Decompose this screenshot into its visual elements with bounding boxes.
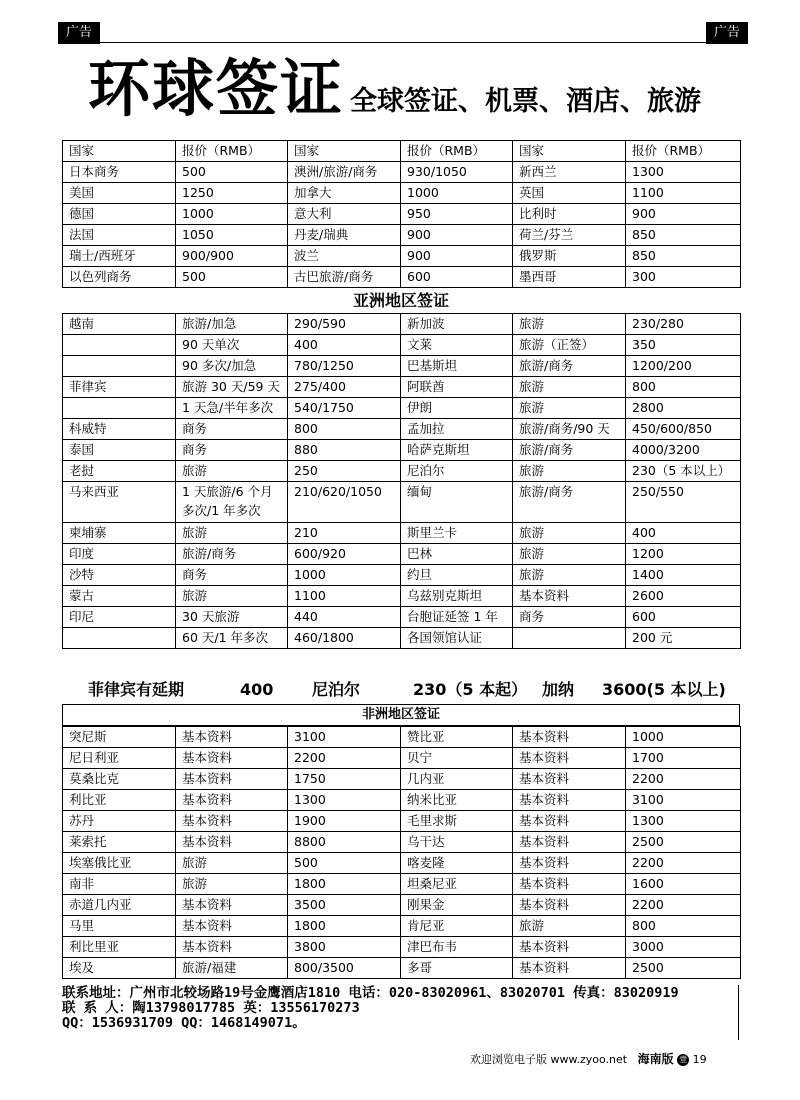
asia-row [63,440,741,461]
table-cell: 利比亚 [63,790,176,811]
table-cell: 250/550 [626,482,741,523]
table-cell: 纳米比亚 [401,790,513,811]
table-cell: 1000 [176,204,288,225]
table-cell: 1400 [626,565,741,586]
table-cell: 8800 [288,832,401,853]
table-cell: 旅游 [513,314,626,335]
table-cell: 440 [288,607,401,628]
table-cell: 1100 [288,586,401,607]
table-cell: 法国 [63,225,176,246]
table-cell: 旅游 [176,461,288,482]
table-cell: 丹麦/瑞典 [288,225,401,246]
table-cell: 850 [626,225,741,246]
table-cell [513,628,626,649]
table-cell: 蒙古 [63,586,176,607]
table-cell: 1750 [288,769,401,790]
table-cell: 英国 [513,183,626,204]
table-cell: 瑞士/西班牙 [63,246,176,267]
ad-tag-left: 广告 [58,22,100,44]
column-header: 国家 [513,141,626,162]
table-cell: 以色列商务 [63,267,176,288]
table-cell: 2500 [626,958,741,979]
table-cell: 巴林 [401,544,513,565]
table-cell: 1000 [626,727,741,748]
table-cell: 毛里求斯 [401,811,513,832]
extension-item-3-name: 加纳 [542,680,575,699]
asia-row [63,335,741,356]
table-cell: 肯尼亚 [401,916,513,937]
asia-table-body [63,314,741,649]
table-cell: 多哥 [401,958,513,979]
table-cell: 埃及 [63,958,176,979]
asia-row [63,523,741,544]
table-cell: 基本资料 [176,916,288,937]
table-cell: 950 [401,204,513,225]
table-cell: 1000 [288,565,401,586]
table-cell: 1 天旅游/6 个月多次/1 年多次 [176,482,288,523]
table-cell: 柬埔寨 [63,523,176,544]
table-cell: 商务 [513,607,626,628]
table-cell: 旅游/商务 [513,356,626,377]
table-cell: 伊朗 [401,398,513,419]
table-cell: 哈萨克斯坦 [401,440,513,461]
table-cell: 1800 [288,874,401,895]
table-cell: 新加波 [401,314,513,335]
contact-info [62,986,742,1031]
asia-row [63,586,741,607]
table-cell: 旅游 [513,916,626,937]
table-cell: 1700 [626,748,741,769]
table-cell: 旅游/加急 [176,314,288,335]
table-cell: 290/590 [288,314,401,335]
table-cell: 科威特 [63,419,176,440]
table-cell: 基本资料 [176,895,288,916]
table-cell: 斯里兰卡 [401,523,513,544]
table-cell: 巴基斯坦 [401,356,513,377]
table-cell: 约旦 [401,565,513,586]
table-cell: 各国领馆认证 [401,628,513,649]
table-cell: 津巴布韦 [401,937,513,958]
table-cell: 900 [401,225,513,246]
asia-row [63,544,741,565]
africa-table-body [63,727,741,979]
table-cell: 旅游/商务 [513,440,626,461]
footer-edition-badge: 壹 [679,1055,688,1064]
table-cell: 日本商务 [63,162,176,183]
table-cell: 基本资料 [176,937,288,958]
table-cell: 基本资料 [176,811,288,832]
asia-section [62,289,740,649]
africa-row [63,832,741,853]
contact-qq-line: QQ：1536931709 QQ：1468149071。 [62,1015,306,1031]
extension-item-2-price: 230（5 本起） [413,680,528,699]
table-cell: 210/620/1050 [288,482,401,523]
table-cell: 基本资料 [513,748,626,769]
table-cell: 800 [288,419,401,440]
table-cell: 墨西哥 [513,267,626,288]
table-cell: 2200 [288,748,401,769]
table-cell: 乌干达 [401,832,513,853]
africa-heading: 非洲地区签证 [62,704,740,726]
footer-page-number: 19 [692,1053,707,1066]
page-footer [470,1052,770,1067]
column-header: 报价（RMB） [401,141,513,162]
table-cell: 60 天/1 年多次 [176,628,288,649]
table-cell: 旅游 [176,523,288,544]
table-cell: 600/920 [288,544,401,565]
table-cell: 800 [626,916,741,937]
table-cell: 3100 [288,727,401,748]
table-cell: 旅游/商务/90 天 [513,419,626,440]
table-cell: 基本资料 [513,727,626,748]
africa-row [63,727,741,748]
table-cell: 美国 [63,183,176,204]
page-title: 环球签证 [88,52,345,125]
asia-row [63,398,741,419]
table-cell: 250 [288,461,401,482]
table-cell: 尼日利亚 [63,748,176,769]
table-cell: 3500 [288,895,401,916]
table-cell: 利比里亚 [63,937,176,958]
asia-row [63,461,741,482]
table-cell: 旅游 30 天/59 天 [176,377,288,398]
table-cell: 基本资料 [176,790,288,811]
table-cell: 基本资料 [513,874,626,895]
table-cell: 2200 [626,853,741,874]
footer-site-text: 欢迎浏览电子版 www.zyoo.net [470,1053,628,1066]
table-cell: 540/1750 [288,398,401,419]
price-row [63,204,741,225]
table-cell: 旅游 [513,398,626,419]
table-cell: 880 [288,440,401,461]
table-cell: 文莱 [401,335,513,356]
table-cell: 1100 [626,183,741,204]
column-header: 报价（RMB） [626,141,741,162]
table-cell: 500 [176,162,288,183]
africa-row [63,811,741,832]
table-cell: 商务 [176,565,288,586]
table-cell: 台胞证延签 1 年 [401,607,513,628]
column-header: 国家 [288,141,401,162]
top-price-table [62,140,740,288]
contact-person-line: 联 系 人：陶13798017785 英：13556170273 [62,1000,360,1016]
table-cell: 老挝 [63,461,176,482]
table-cell: 旅游/商务 [513,482,626,523]
table-cell: 突尼斯 [63,727,176,748]
table-cell: 1300 [626,162,741,183]
table-cell: 600 [401,267,513,288]
table-cell: 1300 [626,811,741,832]
table-cell: 贝宁 [401,748,513,769]
table-cell: 意大利 [288,204,401,225]
price-row [63,162,741,183]
table-cell: 莱索托 [63,832,176,853]
table-cell: 1200/200 [626,356,741,377]
table-cell: 南非 [63,874,176,895]
table-cell: 2600 [626,586,741,607]
asia-row [63,356,741,377]
table-cell: 900/900 [176,246,288,267]
table-cell: 沙特 [63,565,176,586]
table-cell: 坦桑尼亚 [401,874,513,895]
table-cell [63,356,176,377]
table-cell: 2500 [626,832,741,853]
asia-heading: 亚洲地区签证 [352,291,449,310]
table-cell: 旅游/福建 [176,958,288,979]
price-row [63,246,741,267]
table-cell: 450/600/850 [626,419,741,440]
table-cell: 阿联酋 [401,377,513,398]
ad-tag-right: 广告 [706,22,748,44]
table-cell: 旅游 [513,523,626,544]
table-cell: 马来西亚 [63,482,176,523]
table-cell: 4000/3200 [626,440,741,461]
table-cell: 基本资料 [513,958,626,979]
table-cell: 3000 [626,937,741,958]
top-table-header-row [63,141,741,162]
asia-row [63,607,741,628]
extension-item-3-price: 3600(5 本以上) [602,680,726,699]
africa-row [63,790,741,811]
table-cell: 泰国 [63,440,176,461]
table-cell: 3800 [288,937,401,958]
africa-row [63,937,741,958]
table-cell: 30 天旅游 [176,607,288,628]
table-cell: 2200 [626,895,741,916]
table-cell: 缅甸 [401,482,513,523]
table-cell: 基本资料 [176,769,288,790]
table-cell: 德国 [63,204,176,225]
table-cell: 商务 [176,419,288,440]
table-cell: 1000 [401,183,513,204]
table-cell: 基本资料 [513,586,626,607]
africa-row [63,916,741,937]
table-cell: 旅游/商务 [176,544,288,565]
table-cell: 加拿大 [288,183,401,204]
africa-row [63,748,741,769]
table-cell: 旅游 [176,586,288,607]
table-cell: 800 [626,377,741,398]
table-cell: 基本资料 [513,853,626,874]
table-cell: 基本资料 [513,811,626,832]
table-cell: 1800 [288,916,401,937]
table-cell: 波兰 [288,246,401,267]
page-subtitle: 全球签证、机票、酒店、旅游 [350,86,701,117]
table-cell: 400 [626,523,741,544]
table-cell: 2200 [626,769,741,790]
header [88,54,738,124]
extension-item-1-name: 菲律宾有延期 [88,680,185,699]
table-cell: 古巴旅游/商务 [288,267,401,288]
table-cell: 基本资料 [176,727,288,748]
table-cell: 90 多次/加急 [176,356,288,377]
table-cell: 基本资料 [176,748,288,769]
table-cell: 越南 [63,314,176,335]
table-cell: 刚果金 [401,895,513,916]
table-cell: 1300 [288,790,401,811]
table-cell: 3100 [626,790,741,811]
contact-address-line: 联系地址：广州市北较场路19号金鹰酒店1810 电话：020-83020961、83020701 传真：83020919 [62,985,679,1001]
table-cell: 基本资料 [176,832,288,853]
table-cell: 孟加拉 [401,419,513,440]
table-cell: 1 天急/半年多次 [176,398,288,419]
table-cell: 苏丹 [63,811,176,832]
table-cell: 赞比亚 [401,727,513,748]
table-cell: 比利时 [513,204,626,225]
table-cell: 澳洲/旅游/商务 [288,162,401,183]
table-cell: 几内亚 [401,769,513,790]
asia-row [63,377,741,398]
table-cell: 商务 [176,440,288,461]
table-cell: 200 元 [626,628,741,649]
footer-edition: 海南版 [637,1052,674,1066]
table-cell: 尼泊尔 [401,461,513,482]
table-cell: 菲律宾 [63,377,176,398]
table-cell: 2800 [626,398,741,419]
table-cell: 俄罗斯 [513,246,626,267]
asia-row [63,482,741,523]
table-cell: 230/280 [626,314,741,335]
price-row [63,183,741,204]
table-cell: 旅游 [513,461,626,482]
table-cell: 230（5 本以上） [626,461,741,482]
table-cell: 旅游 [513,544,626,565]
table-cell: 旅游 [176,874,288,895]
table-cell: 1200 [626,544,741,565]
table-cell: 1050 [176,225,288,246]
table-cell: 900 [401,246,513,267]
table-cell: 275/400 [288,377,401,398]
table-cell: 印尼 [63,607,176,628]
africa-section [62,704,740,979]
table-cell: 460/1800 [288,628,401,649]
top-divider [58,42,740,43]
table-cell: 350 [626,335,741,356]
table-cell: 莫桑比克 [63,769,176,790]
table-cell: 300 [626,267,741,288]
table-cell: 500 [288,853,401,874]
table-cell: 800/3500 [288,958,401,979]
price-row [63,225,741,246]
extension-item-1-price: 400 [240,680,274,699]
extension-item-2-name: 尼泊尔 [312,680,361,699]
table-cell: 600 [626,607,741,628]
asia-row [63,565,741,586]
table-cell: 90 天单次 [176,335,288,356]
table-cell: 乌兹别克斯坦 [401,586,513,607]
column-header: 国家 [63,141,176,162]
africa-row [63,958,741,979]
table-cell [63,335,176,356]
table-cell: 基本资料 [513,937,626,958]
asia-row [63,419,741,440]
table-cell: 基本资料 [513,790,626,811]
table-cell [63,628,176,649]
table-cell: 210 [288,523,401,544]
africa-row [63,769,741,790]
africa-row [63,874,741,895]
table-cell: 1900 [288,811,401,832]
price-row [63,267,741,288]
table-cell: 850 [626,246,741,267]
table-cell: 荷兰/芬兰 [513,225,626,246]
table-cell: 900 [626,204,741,225]
table-cell: 1250 [176,183,288,204]
top-table-body [63,141,741,288]
asia-row [63,628,741,649]
table-cell: 旅游 [513,565,626,586]
table-cell: 400 [288,335,401,356]
table-cell: 1600 [626,874,741,895]
africa-row [63,895,741,916]
table-cell: 马里 [63,916,176,937]
table-cell: 印度 [63,544,176,565]
table-cell: 基本资料 [513,832,626,853]
contact-right-border [738,985,739,1040]
table-cell: 新西兰 [513,162,626,183]
table-cell: 930/1050 [401,162,513,183]
table-cell: 基本资料 [513,895,626,916]
table-cell: 喀麦隆 [401,853,513,874]
table-cell [63,398,176,419]
table-cell: 旅游 [513,377,626,398]
table-cell: 埃塞俄比亚 [63,853,176,874]
table-cell: 500 [176,267,288,288]
africa-row [63,853,741,874]
table-cell: 780/1250 [288,356,401,377]
table-cell: 赤道几内亚 [63,895,176,916]
asia-row [63,314,741,335]
table-cell: 旅游（正签） [513,335,626,356]
table-cell: 旅游 [176,853,288,874]
column-header: 报价（RMB） [176,141,288,162]
table-cell: 基本资料 [513,769,626,790]
